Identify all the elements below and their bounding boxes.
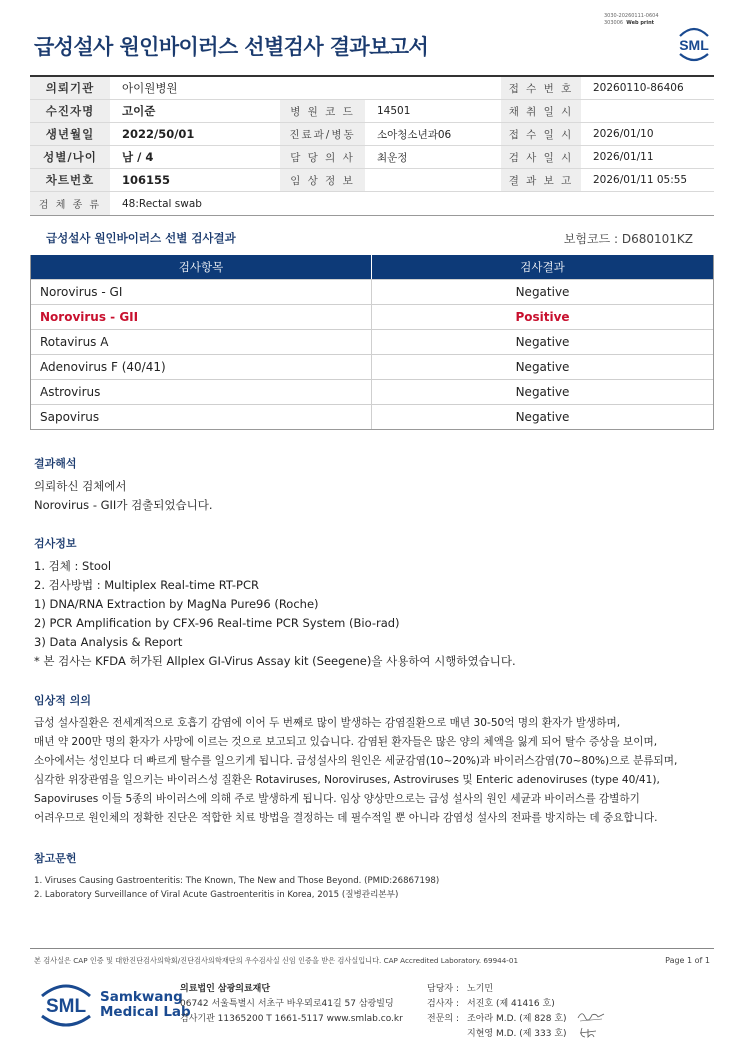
reference-line: 2. Laboratory Surveillance of Viral Acute Gastroenteritis in Korea, 2015 (질병관리본부) [34,890,399,900]
staff-role [427,1027,467,1042]
lab-name-line-2: Medical Lab [100,1004,191,1020]
info-label: 채 취 일 시 [501,100,581,122]
test-info-line: 2) PCR Amplification by CFX-96 Real-time PCR System (Bio-rad) [34,616,400,630]
staff-role: 담당자 : [427,984,459,994]
result-row [31,279,713,304]
specimen-label: 검 체 종 류 [30,192,110,215]
info-value: 고이준 [122,104,156,118]
test-info-section [34,535,516,671]
info-value: 최운정 [377,151,408,164]
document-code-line-1: 3030-20260111-0604 [604,13,659,19]
clinical-title: 임상적 의의 [34,694,91,707]
result-row [31,379,713,404]
clinical-line: 어려우므로 원인체의 정확한 진단은 적합한 치료 방법을 결정하는 데 필수적일 뿐 아니라 감염성 설사의 전파를 방지하는 데 중요합니다. [34,812,658,824]
info-label: 검 사 일 시 [501,146,581,168]
reference-line: 1. Viruses Causing Gastroenteritis: The Known, The New and Those Beyond. (PMID:26867198) [34,876,440,886]
info-label: 결 과 보 고 [501,169,581,191]
staff-role: 검사자 : [427,999,459,1009]
info-label: 진료과/병동 [280,123,365,145]
info-row [30,100,714,123]
clinical-line: 매년 약 200만 명의 환자가 사망에 이르는 것으로 보고되고 있습니다. 감염된 환자들은 많은 양의 체액을 잃게 되어 탈수 증상을 보이며, [34,736,658,748]
info-label: 접 수 번 호 [501,77,581,99]
clinical-line: 소아에서는 성인보다 더 빠르게 탈수를 일으키게 됩니다. 급성설사의 원인은 세균감염(10~20%)과 바이러스감염(70~80%)으로 분류되며, [34,755,678,767]
result-value: Negative [515,335,570,349]
info-value [581,100,714,122]
staff-name: 서진호 (제 41416 호) [467,999,555,1009]
foundation-address: 06742 서울특별시 서초구 바우뫼로41길 57 삼광빌딩 [180,999,394,1009]
references-section [34,850,439,902]
page-number: Page 1 of 1 [665,956,710,965]
interpretation-line: 의뢰하신 검체에서 [34,479,127,493]
result-item: Astrovirus [31,380,372,404]
accreditation-note: 본 검사실은 CAP 인증 및 대한진단검사의학회/진단검사의학재단의 우수검사실 신임 인증을 받은 검사실입니다. CAP Accredited Laboratory. 69944-01 [34,956,519,965]
info-value: 2026/01/11 05:55 [593,174,688,186]
info-label: 성별/나이 [30,146,110,168]
info-label: 임 상 정 보 [280,169,365,191]
info-value: 20260110-86406 [593,82,684,94]
lab-name [100,990,191,1020]
test-info-line: 2. 검사방법 : Multiplex Real-time RT-PCR [34,578,259,592]
staff-name: 노기민 [467,984,494,994]
header-test-item: 검사항목 [31,255,372,279]
info-label: 의뢰기관 [30,77,110,99]
info-value: 14501 [377,105,411,117]
clinical-section [34,692,677,828]
sml-logo-icon [36,980,96,1030]
result-row [31,354,713,379]
info-row [30,77,714,100]
print-mode: Web print [626,20,655,26]
staff-row [427,982,567,997]
info-value [365,169,501,191]
results-table [30,255,714,430]
staff-row [427,1027,567,1042]
staff-role: 전문의 : [427,1014,459,1024]
info-value: 106155 [122,173,171,187]
info-value: 남 / 4 [122,150,154,164]
info-value [365,77,501,99]
footer-divider [30,948,714,949]
staff-name: 조아라 M.D. (제 828 호) [467,1014,567,1024]
document-code [604,13,659,27]
interpretation-title: 결과해석 [34,457,77,470]
staff-row [427,1012,567,1027]
staff-name: 지현영 M.D. (제 333 호) [467,1029,567,1039]
test-info-line: 1. 검체 : Stool [34,559,112,573]
signature-1 [576,1008,606,1024]
clinical-line: 심각한 위장관염을 일으키는 바이러스성 질환은 Rotaviruses, Noroviruses, Astroviruses 및 Enteric adenoviruses (type 40/41), [34,774,660,786]
staff-list [427,982,567,1042]
insurance-code: 보험코드 : D680101KZ [563,232,693,246]
header-test-result: 검사결과 [520,260,565,274]
info-row [30,123,714,146]
info-label: 수진자명 [30,100,110,122]
result-value: Negative [515,360,570,374]
test-info-line: 1) DNA/RNA Extraction by MagNa Pure96 (Roche) [34,597,319,611]
clinical-line: Sapoviruses 이들 5종의 바이러스에 의해 주로 발생하게 됩니다. 임상 양상만으로는 급성 설사의 원인 세균과 바이러스를 감별하기 [34,793,640,805]
signature-2 [576,1024,606,1040]
result-row [31,304,713,329]
references-title: 참고문헌 [34,852,77,865]
info-label [280,77,365,99]
test-info-line: * 본 검사는 KFDA 허가된 Allplex GI-Virus Assay kit (Seegene)을 사용하여 시행하였습니다. [34,654,516,668]
result-item: Norovirus - GI [31,280,372,304]
result-row [31,329,713,354]
result-value: Negative [515,410,570,424]
info-label: 차트번호 [30,169,110,191]
sml-logo-text: SML [679,37,709,53]
lab-name-line-1: Samkwang [100,989,183,1005]
sml-logo [672,24,716,64]
result-item: Sapovirus [31,405,372,429]
results-header-row [31,255,713,279]
info-label: 생년월일 [30,123,110,145]
info-row [30,146,714,169]
interpretation-section [34,455,213,515]
info-value: 2026/01/10 [593,128,654,140]
test-info-title: 검사정보 [34,537,77,550]
info-value: 아이원병원 [122,81,178,95]
specimen-row [30,192,714,216]
info-value: 2026/01/11 [593,151,654,163]
report-title: 급성설사 원인바이러스 선별검사 결과보고서 [34,35,429,59]
info-label: 병 원 코 드 [280,100,365,122]
result-item: Adenovirus F (40/41) [31,355,372,379]
result-value: Negative [515,285,570,299]
result-value: Positive [515,310,570,324]
result-value: Negative [515,385,570,399]
samkwang-logo [36,980,191,1030]
clinical-line: 급성 설사질환은 전세계적으로 호흡기 감염에 이어 두 번째로 많이 발생하는 감염질환으로 매년 30-50억 명의 환자가 발생하며, [34,717,621,729]
foundation-name: 의료법인 삼광의료재단 [180,984,271,994]
info-row [30,169,714,192]
sml-logo-icon [672,24,716,64]
info-label: 접 수 일 시 [501,123,581,145]
results-section-title: 급성설사 원인바이러스 선별 검사결과 [46,231,236,245]
test-info-line: 3) Data Analysis & Report [34,635,183,649]
interpretation-line: Norovirus - GII가 검출되었습니다. [34,498,213,512]
foundation-info [180,982,403,1027]
result-item: Norovirus - GII [31,305,372,329]
sml-logo-text: SML [45,996,87,1017]
info-label: 담 당 의 사 [280,146,365,168]
result-item: Rotavirus A [31,330,372,354]
foundation-contact: 검사기관 11365200 T 1661-5117 www.smlab.co.kr [180,1014,403,1024]
specimen-value: 48:Rectal swab [122,197,202,210]
info-value: 소아청소년과06 [377,128,452,141]
patient-info-table [30,75,714,216]
document-code-line-2: 303006 Web print [604,20,655,26]
staff-row [427,997,567,1012]
info-value: 2022/50/01 [122,127,195,141]
result-row [31,404,713,429]
